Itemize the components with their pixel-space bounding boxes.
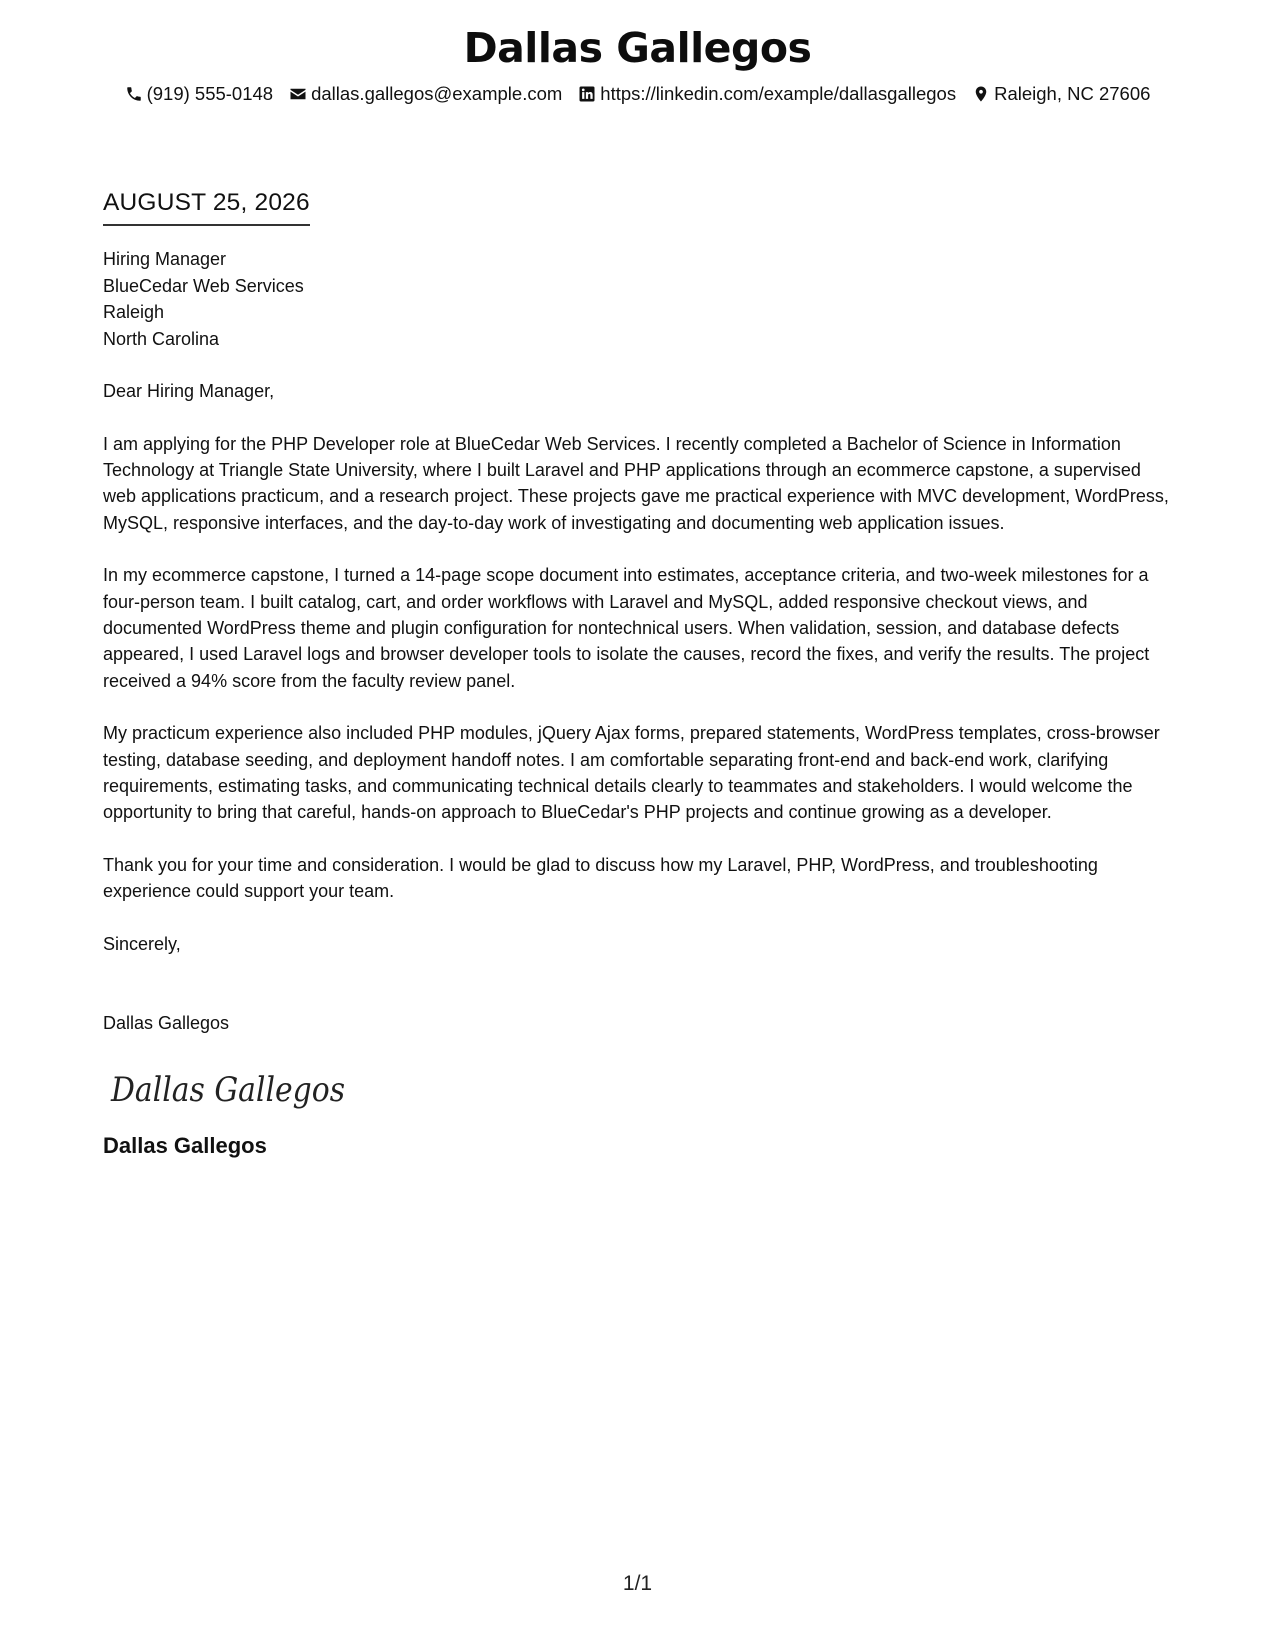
recipient-block bbox=[103, 246, 1173, 352]
map-pin-icon bbox=[972, 85, 990, 103]
recipient-company: BlueCedar Web Services bbox=[103, 275, 304, 296]
recipient-city: Raleigh bbox=[103, 302, 165, 322]
phone-number: (919) 555-0148 bbox=[146, 83, 274, 104]
page-number: 1/1 bbox=[622, 1572, 653, 1595]
email-address[interactable]: dallas.gallegos@example.com bbox=[311, 83, 563, 104]
contact-location bbox=[972, 82, 1150, 106]
applicant-name: Dallas Gallegos bbox=[463, 24, 812, 72]
location-text: Raleigh, NC 27606 bbox=[994, 83, 1151, 104]
linkedin-url[interactable]: https://linkedin.com/example/dallasgallegos bbox=[600, 83, 957, 104]
paragraph-intro: I am applying for the PHP Developer role at BlueCedar Web Services. I recently completed a Bachelor of Science in Information Technology at Triangle State University, where I built Laravel and PHP applications through an ecommerce capstone, a supervised web applications practicum, and a research project. These projects gave me practical experience with MVC development, WordPress, MySQL, responsive interfaces, and the day-to-day work of investigating and documenting web application issues. bbox=[103, 433, 1169, 533]
contact-info bbox=[0, 82, 1275, 106]
signature-glyphs: Dallas Gallegos bbox=[110, 1069, 345, 1110]
contact-email bbox=[289, 82, 562, 106]
paragraph-thanks: Thank you for your time and consideration. I would be glad to discuss how my Laravel, PHP, WordPress, and troubleshooting experience could support your team. bbox=[103, 854, 1098, 902]
paragraph-capstone: In my ecommerce capstone, I turned a 14-page scope document into estimates, acceptance criteria, and two-week milestones for a four-person team. I built catalog, cart, and order workflows with Laravel and MySQL, added responsive checkout views, and documented WordPress theme and plugin configuration for nontechnical users. When validation, session, and database defects appeared, I used Laravel logs and browser developer tools to isolate the causes, record the fixes, and verify the results. The project received a 94% score from the faculty review panel. bbox=[103, 565, 1150, 691]
letter-header bbox=[0, 20, 1275, 106]
phone-icon bbox=[125, 85, 143, 103]
letter-body bbox=[103, 188, 1173, 1161]
handwritten-signature bbox=[109, 1063, 369, 1119]
linkedin-icon bbox=[578, 85, 596, 103]
typed-name: Dallas Gallegos bbox=[103, 1013, 230, 1034]
recipient-state: North Carolina bbox=[103, 328, 220, 349]
salutation: Dear Hiring Manager, bbox=[103, 381, 275, 401]
paragraph-practicum: My practicum experience also included PHP modules, jQuery Ajax forms, prepared statements, WordPress templates, cross-browser testing, database seeding, and deployment handoff notes. I am comfortable separating front-end and back-end work, clarifying requirements, estimating tasks, and communicating technical details clearly to teammates and stakeholders. I would welcome the opportunity to bring that careful, hands-on approach to BlueCedar's PHP projects and continue growing as a developer. bbox=[103, 723, 1160, 823]
contact-linkedin bbox=[578, 82, 956, 106]
signature-name: Dallas Gallegos bbox=[103, 1132, 267, 1158]
closing: Sincerely, bbox=[103, 933, 181, 954]
contact-phone bbox=[125, 82, 274, 106]
letter-date: AUGUST 25, 2026 bbox=[103, 188, 310, 226]
envelope-icon bbox=[289, 85, 307, 103]
recipient-title: Hiring Manager bbox=[103, 249, 227, 269]
